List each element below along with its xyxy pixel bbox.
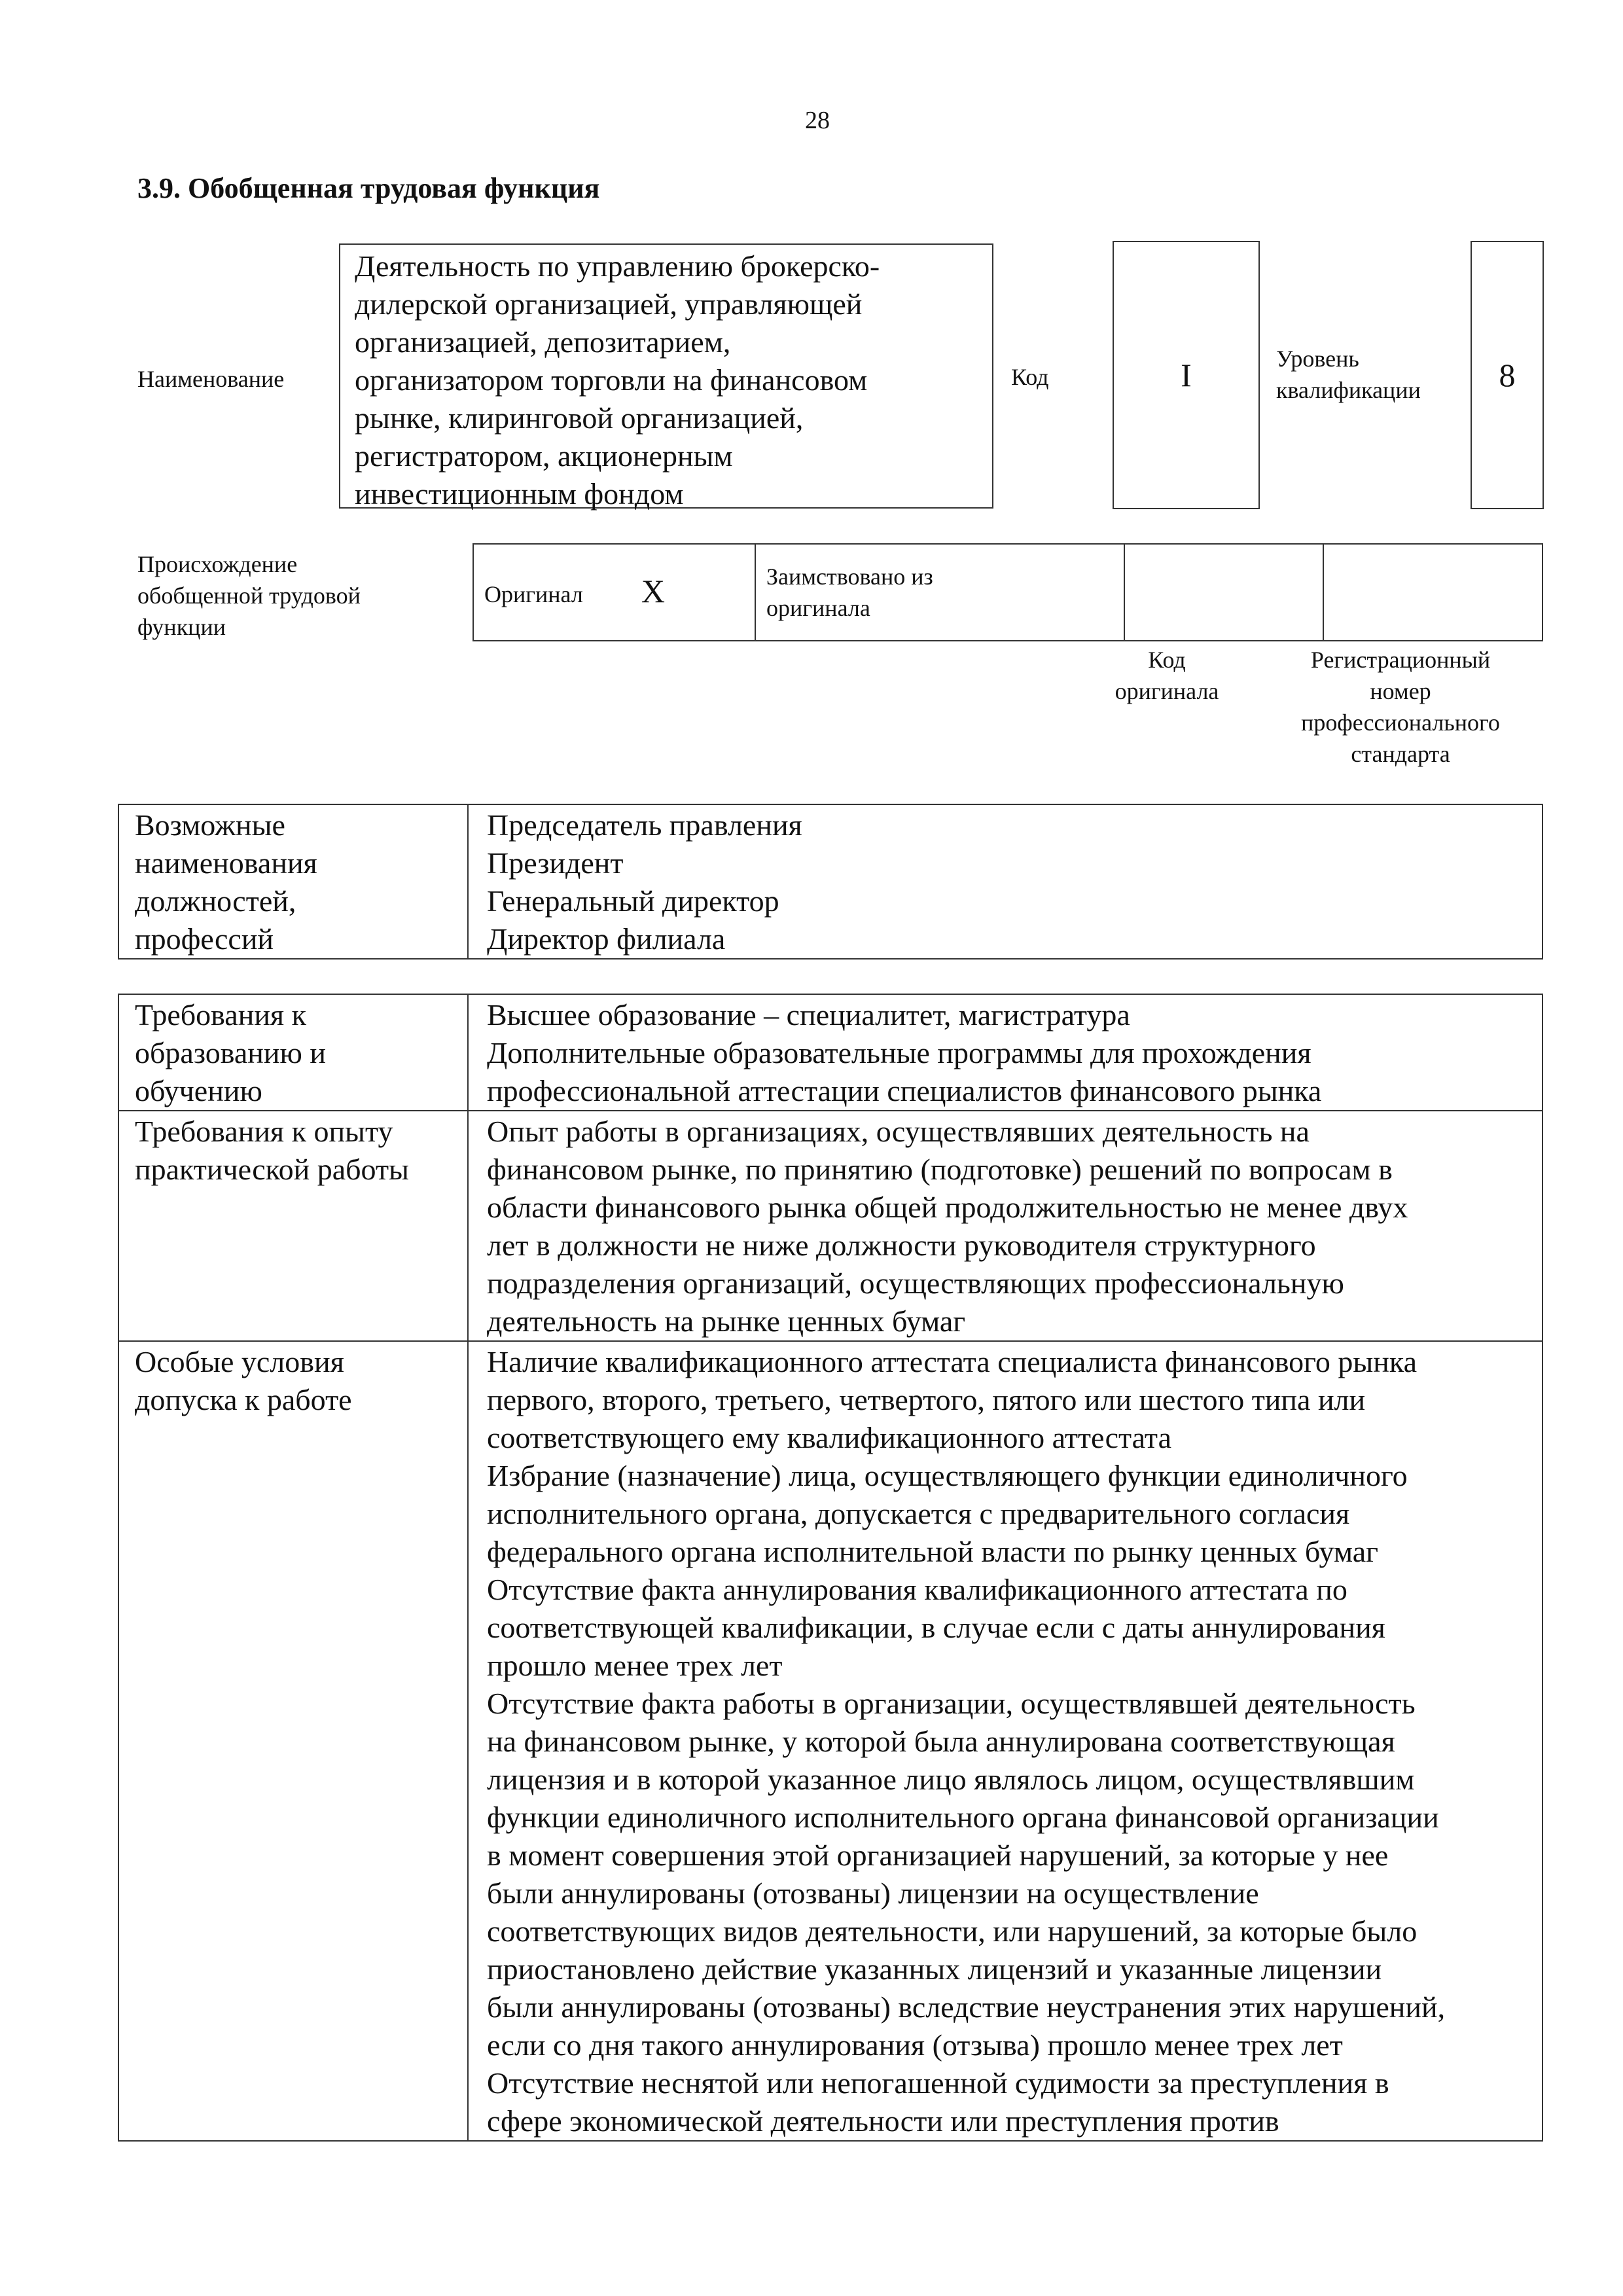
reg-number-cell (1323, 544, 1543, 641)
experience-label-cell (118, 1111, 468, 1341)
education-label-cell (118, 994, 468, 1111)
origin-label-line: обобщенной трудовой (137, 583, 361, 609)
code-original-cell (1124, 544, 1323, 641)
qualification-level-label (1276, 343, 1421, 406)
origin-label-line: Происхождение (137, 551, 298, 577)
education-label-line: Требования к (135, 998, 306, 1031)
requirements-table (118, 994, 1543, 2142)
name-label: Наименование (137, 366, 285, 392)
special-conditions-line: Отсутствие факта аннулирования квалификационного аттестата по (487, 1573, 1347, 1606)
positions-value-cell (468, 804, 1543, 959)
section-title: 3.9. Обобщенная трудовая функция (137, 172, 600, 204)
position-name: Председатель правления (487, 808, 802, 842)
special-conditions-line: сфере экономической деятельности или преступления против (487, 2104, 1279, 2138)
experience-value-line: подразделения организаций, осуществляющих профессиональную (487, 1266, 1344, 1300)
code-label: Код (1011, 364, 1049, 390)
special-conditions-line: лицензия и в которой указанное лицо являлось лицом, осуществлявшим (487, 1763, 1415, 1796)
experience-value-line: финансовом рынке, по принятию (подготовке) решений по вопросам в (487, 1153, 1393, 1186)
special-conditions-line: приостановлено действие указанных лицензий и указанные лицензии (487, 1952, 1382, 1986)
original-cell (473, 544, 755, 641)
function-name-line: рынке, клиринговой организацией, (355, 401, 804, 435)
code-original-caption-line: оригинала (1115, 678, 1219, 704)
special-conditions-label-line: допуска к работе (135, 1383, 352, 1416)
position-name: Генеральный директор (487, 884, 779, 918)
special-conditions-line: Отсутствие факта работы в организации, осуществлявшей деятельность (487, 1687, 1416, 1720)
table-row (118, 994, 1543, 1111)
original-label: Оригинал (484, 581, 583, 607)
qualification-level-box (1471, 241, 1544, 509)
table-row (118, 1111, 1543, 1341)
experience-value-line: области финансового рынка общей продолжительностью не менее двух (487, 1191, 1408, 1224)
special-conditions-line: Избрание (назначение) лица, осуществляющего функции единоличного (487, 1459, 1408, 1492)
reg-number-caption-line: стандарта (1351, 741, 1450, 767)
special-conditions-line: были аннулированы (отозваны) вследствие неустранения этих нарушений, (487, 1990, 1446, 2024)
special-conditions-line: прошло менее трех лет (487, 1649, 783, 1682)
function-name-line: инвестиционным фондом (355, 477, 684, 511)
function-name-line: регистратором, акционерным (355, 439, 733, 473)
original-mark: X (641, 572, 665, 609)
borrowed-cell (755, 544, 1124, 641)
reg-number-caption-line: номер (1370, 678, 1431, 704)
positions-label-line: Возможные (135, 808, 285, 842)
origin-label (137, 548, 361, 643)
function-name-line: организацией, депозитарием, (355, 325, 731, 359)
borrowed-label-line: Заимствовано из (766, 564, 933, 590)
special-conditions-line: соответствующей квалификации, в случае если с даты аннулирования (487, 1611, 1385, 1644)
special-conditions-line: первого, второго, третьего, четвертого, пятого или шестого типа или (487, 1383, 1366, 1416)
table-row (118, 1341, 1543, 2141)
positions-table (118, 804, 1543, 960)
table-row (118, 804, 1543, 959)
special-conditions-line: соответствующих видов деятельности, или нарушений, за которые было (487, 1914, 1418, 1948)
positions-label-line: наименования (135, 846, 317, 880)
special-conditions-line: на финансовом рынке, у которой была аннулирована соответствующая (487, 1725, 1395, 1758)
education-value-line: Высшее образование – специалитет, магистратура (487, 998, 1130, 1031)
origin-label-line: функции (137, 614, 226, 640)
reg-number-caption-line: Регистрационный (1310, 647, 1491, 673)
special-conditions-line: федерального органа исполнительной власти по рынку ценных бумаг (487, 1535, 1379, 1568)
education-value-line: профессиональной аттестации специалистов финансового рынка (487, 1074, 1322, 1107)
positions-label-line: профессий (135, 922, 274, 956)
positions-label-line: должностей, (135, 884, 296, 918)
experience-value-line: лет в должности не ниже должности руководителя структурного (487, 1229, 1316, 1262)
special-conditions-label-line: Особые условия (135, 1345, 344, 1378)
special-conditions-line: Наличие квалификационного аттестата специалиста финансового рынка (487, 1345, 1417, 1378)
qualification-level-value: 8 (1499, 357, 1516, 393)
page-number: 28 (805, 107, 830, 134)
education-value-cell (468, 994, 1543, 1111)
position-name: Президент (487, 846, 624, 880)
special-conditions-line: соответствующего ему квалификационного аттестата (487, 1421, 1171, 1454)
function-name-line: дилерской организацией, управляющей (355, 287, 863, 321)
experience-value-line: деятельность на рынке ценных бумаг (487, 1304, 966, 1338)
experience-label-line: практической работы (135, 1153, 409, 1186)
experience-label-line: Требования к опыту (135, 1115, 393, 1148)
special-conditions-line: были аннулированы (отозваны) лицензии на осуществление (487, 1876, 1259, 1910)
education-value-line: Дополнительные образовательные программы для прохождения (487, 1036, 1311, 1069)
origin-table (473, 543, 1543, 641)
experience-value-line: Опыт работы в организациях, осуществлявших деятельность на (487, 1115, 1310, 1148)
borrowed-label-line: оригинала (766, 595, 870, 621)
special-conditions-value-cell (468, 1341, 1543, 2141)
education-label-line: обучению (135, 1074, 262, 1107)
qualification-level-label-line: Уровень (1276, 346, 1359, 372)
special-conditions-line: в момент совершения этой организацией нарушений, за которые у нее (487, 1839, 1389, 1872)
code-original-caption-line: Код (1148, 647, 1186, 673)
special-conditions-line: если со дня такого аннулирования (отзыва) прошло менее трех лет (487, 2028, 1343, 2062)
qualification-level-label-line: квалификации (1276, 377, 1421, 403)
special-conditions-label-cell (118, 1341, 468, 2141)
experience-value-cell (468, 1111, 1543, 1341)
positions-label-cell (118, 804, 468, 959)
function-name-line: организатором торговли на финансовом (355, 363, 868, 397)
position-name: Директор филиала (487, 922, 726, 956)
special-conditions-line: исполнительного органа, допускается с предварительного согласия (487, 1497, 1350, 1530)
reg-number-caption (1257, 644, 1544, 770)
function-name-line: Деятельность по управлению брокерско- (355, 249, 880, 283)
function-name-box (339, 243, 993, 509)
education-label-line: образованию и (135, 1036, 326, 1069)
special-conditions-line: функции единоличного исполнительного органа финансовой организации (487, 1801, 1439, 1834)
code-value: I (1181, 357, 1192, 393)
code-value-box (1113, 241, 1260, 509)
reg-number-caption-line: профессионального (1301, 709, 1500, 736)
code-original-caption (1079, 644, 1255, 707)
special-conditions-line: Отсутствие неснятой или непогашенной судимости за преступления в (487, 2066, 1389, 2100)
